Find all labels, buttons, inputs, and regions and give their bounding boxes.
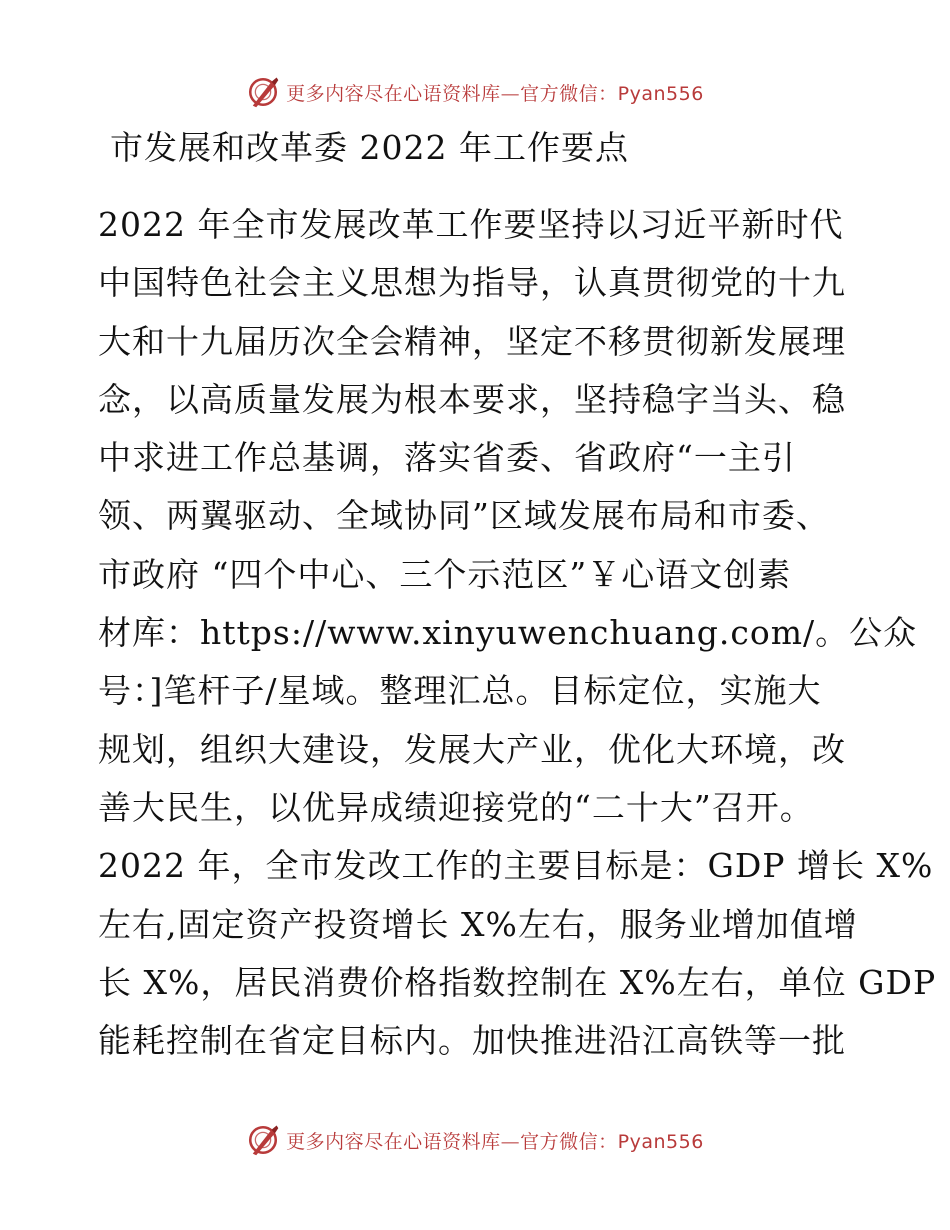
- body-line: 念，以高质量发展为根本要求，坚持稳字当头、稳: [98, 379, 846, 419]
- body-line: 左右,固定资产投资增长 X%左右，服务业增加值增: [98, 904, 858, 944]
- watermark-contact: 官方微信：Pyan556: [520, 1130, 704, 1153]
- watermark-separator: —: [500, 1130, 521, 1153]
- quill-pen-logo-icon: [246, 1123, 280, 1157]
- watermark-banner-top: [0, 72, 950, 112]
- watermark-separator: —: [500, 82, 521, 105]
- body-line: 善大民生，以优异成绩迎接党的“二十大”召开。: [98, 787, 814, 827]
- watermark-main: 更多内容尽在心语资料库: [286, 1130, 501, 1153]
- watermark-banner-bottom: [0, 1120, 950, 1160]
- watermark-main: 更多内容尽在心语资料库: [286, 82, 501, 105]
- body-line: 大和十九届历次全会精神，坚定不移贯彻新发展理: [98, 321, 846, 361]
- body-line: 能耗控制在省定目标内。加快推进沿江高铁等一批: [98, 1021, 846, 1061]
- document-title: 市发展和改革委 2022 年工作要点: [110, 128, 629, 167]
- body-line: 中求进工作总基调，落实省委、省政府“一主引: [98, 438, 796, 478]
- watermark-text: [286, 1127, 704, 1154]
- quill-pen-logo-icon: [246, 75, 280, 109]
- body-line: 市政府 “四个中心、三个示范区”￥心语文创素: [98, 554, 792, 594]
- body-line: 规划，组织大建设，发展大产业，优化大环境，改: [98, 729, 846, 769]
- body-line: 2022 年，全市发改工作的主要目标是：GDP 增长 X%: [98, 846, 934, 886]
- watermark-text: [286, 79, 704, 106]
- body-line: 长 X%，居民消费价格指数控制在 X%左右，单位 GDP: [98, 962, 937, 1002]
- body-line: 2022 年全市发展改革工作要坚持以习近平新时代: [98, 205, 844, 244]
- body-line: 中国特色社会主义思想为指导，认真贯彻党的十九: [98, 263, 846, 303]
- body-line: 号：]笔杆子/星域。整理汇总。目标定位，实施大: [98, 671, 822, 711]
- document-body: [98, 196, 937, 1070]
- body-line: 领、两翼驱动、全域协同”区域发展布局和市委、: [98, 496, 830, 536]
- body-line: 材库：https://www.xinyuwenchuang.com/。公众: [98, 613, 918, 653]
- watermark-contact: 官方微信：Pyan556: [520, 82, 704, 105]
